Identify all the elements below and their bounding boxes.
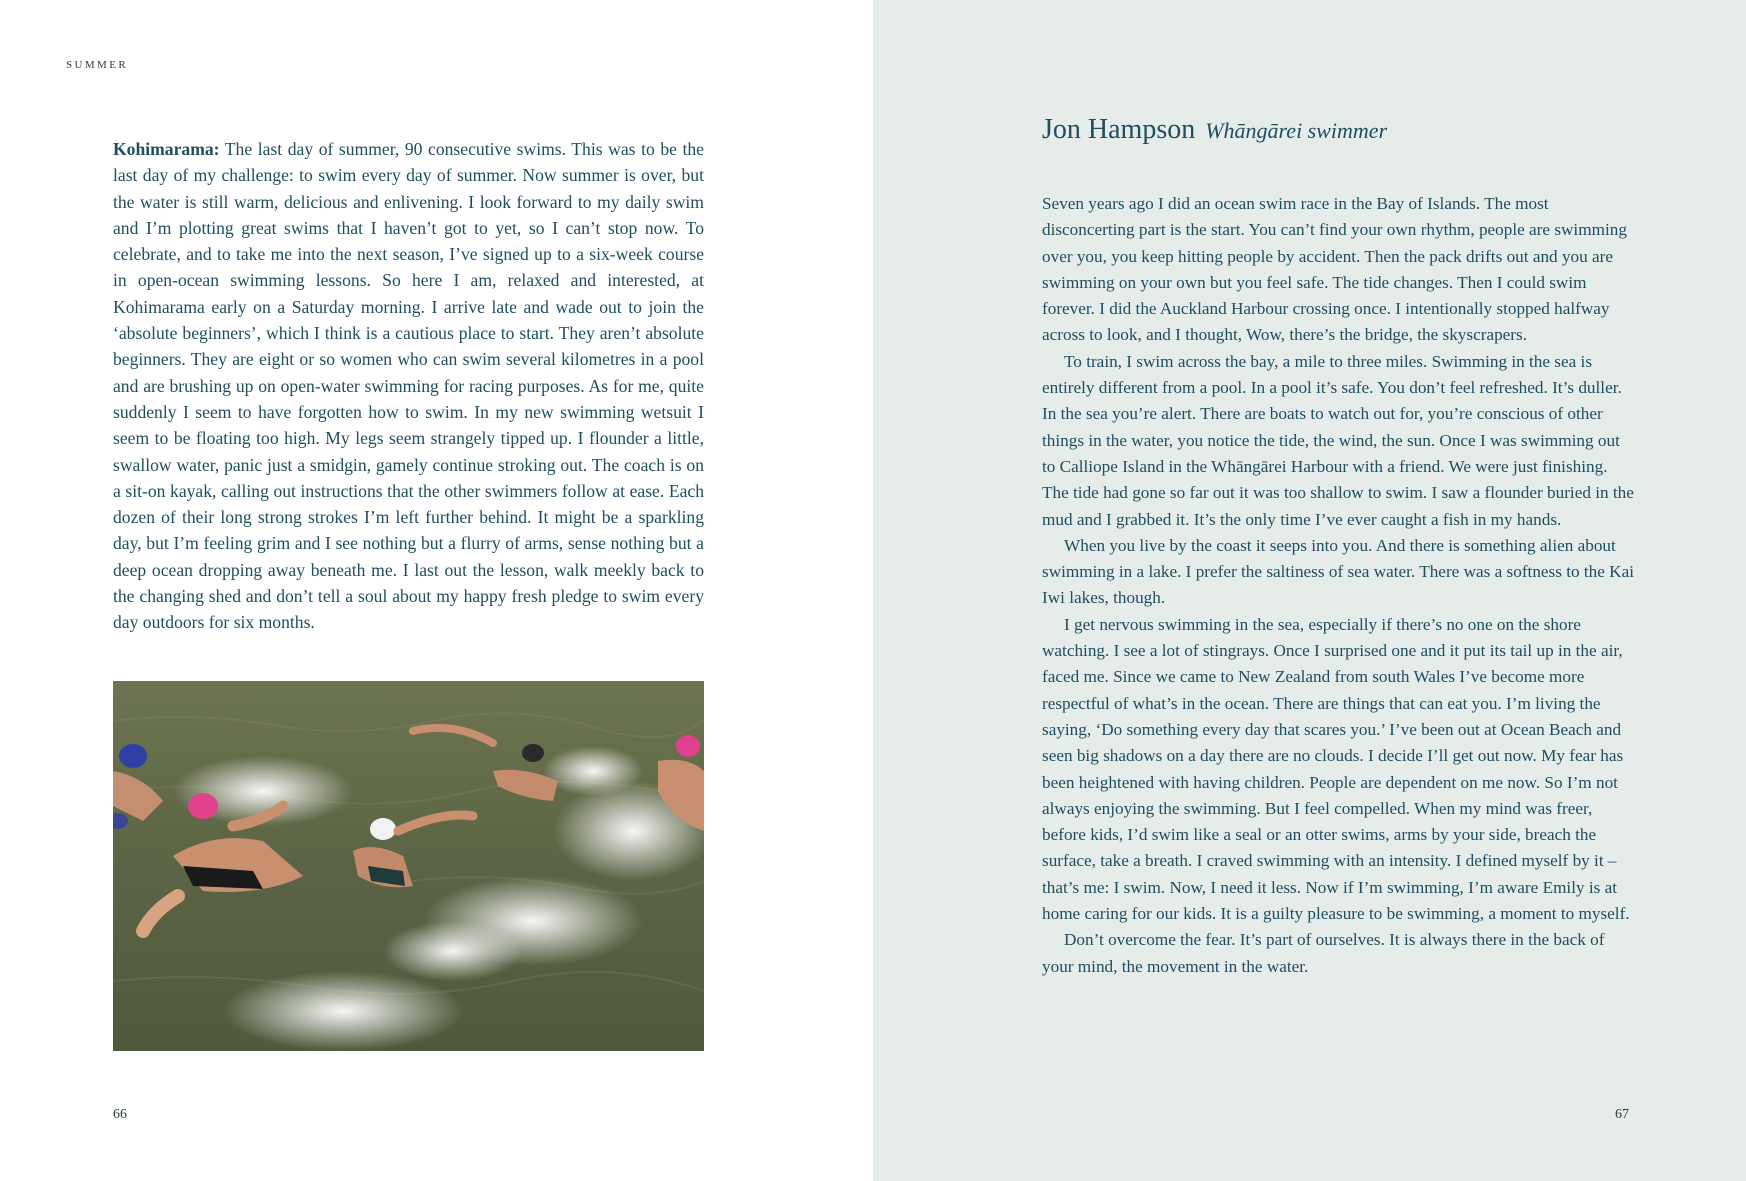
left-paragraph: The last day of summer, 90 consecutive swims. This was to be the last day of my challenge: to swim every day of summer. Now summer is over, but the water is still warm, delicious and enlivening. I look forward to my daily swim and I’m plotting great swims that I haven’t got to yet, so I can’t stop now. To celebrate, and to take me into the next season, I’ve signed up to a six-week course in open-ocean swimming lessons. So here I am, relaxed and interested, at Kohimarama early on a Saturday morning. I arrive late and wade out to join the ‘absolute beginners’, which I think is a cautious place to start. They aren’t absolute beginners. They are eight or so women who can swim several kilometres in a pool and are brushing up on open-water swimming for racing purposes. As for me, quite suddenly I seem to have forgotten how to swim. In my new swimming wetsuit I seem to be floating too high. My legs seem strangely tipped up. I flounder a little, swallow water, panic just a smidgin, gamely continue stroking out. The coach is on a sit-on kayak, calling out instructions that the other swimmers follow at ease. Each dozen of their long strong strokes I’m left further behind. It might be a sparkling day, but I’m feeling grim and I see nothing but a flurry of arms, sense nothing but a deep ocean dropping away beneath me. I last out the lesson, walk meekly back to the changing shed and don’t tell a soul about my happy fresh pledge to swim every day outdoors for six months. <box>113 139 704 633</box>
right-body-text <box>1042 191 1634 980</box>
page-number-left: 66 <box>113 1107 127 1122</box>
interviewee-heading <box>1042 114 1387 146</box>
swimmers-illustration <box>113 681 704 1051</box>
interviewee-role: Whāngārei swimmer <box>1205 118 1388 143</box>
paragraph: Seven years ago I did an ocean swim race in the Bay of Islands. The most disconcerting part is the start. You can’t find your own rhythm, people are swimming over you, you keep hitting people by accident. Then the pack drifts out and you are swimming on your own but you feel safe. The tide changes. Then I could swim forever. I did the Auckland Harbour crossing once. I intentionally stopped halfway across to look, and I thought, Wow, there’s the bridge, the skyscrapers. <box>1042 194 1627 345</box>
running-head: SUMMER <box>66 59 129 71</box>
interviewee-name: Jon Hampson <box>1042 114 1196 145</box>
left-body-text <box>113 136 704 636</box>
swimmers-photo <box>113 681 704 1051</box>
paragraph: When you live by the coast it seeps into you. And there is something alien about swimming in a lake. I prefer the saltiness of sea water. There was a softness to the Kai Iwi lakes, though. <box>1042 535 1634 608</box>
paragraph: I get nervous swimming in the sea, especially if there’s no one on the shore watching. I see a lot of stingrays. Once I surprised one and it put its tail up in the air, faced me. Since we came to New Zealand from south Wales I’ve become more respectful of what’s in the ocean. There are things that can eat you. I’m living the saying, ‘Do something every day that scares you.’ I’ve been out at Ocean Beach and seen big shadows on a day there are no clouds. I decide I’ll get out now. My fear has been heightened with having children. People are dependent on me now. So I’m not always enjoying the swimming. But I feel compelled. When my mind was freer, before kids, I’d swim like a seal or an otter swims, arms by your side, breach the surface, take a breath. I craved swimming with an intensity. I defined myself by it – that’s me: I swim. Now, I need it less. Now if I’m swimming, I’m aware Emily is at home caring for our kids. It is a guilty pleasure to be swimming, a moment to myself. <box>1042 614 1630 924</box>
paragraph: Don’t overcome the fear. It’s part of ourselves. It is always there in the back of your mind, the movement in the water. <box>1042 930 1605 976</box>
right-page <box>873 0 1746 1181</box>
page-number-right: 67 <box>1615 1107 1629 1122</box>
paragraph: To train, I swim across the bay, a mile to three miles. Swimming in the sea is entirely different from a pool. In a pool it’s safe. You don’t feel refreshed. It’s duller. In the sea you’re alert. There are boats to watch out for, you’re conscious of other things in the water, you notice the tide, the wind, the sun. Once I was swimming out to Calliope Island in the Whāngārei Harbour with a friend. We were just finishing. The tide had gone so far out it was too shallow to swim. I saw a flounder buried in the mud and I grabbed it. It’s the only time I’ve ever caught a fish in my hands. <box>1042 351 1634 529</box>
place-lead: Kohimarama: <box>113 139 220 159</box>
